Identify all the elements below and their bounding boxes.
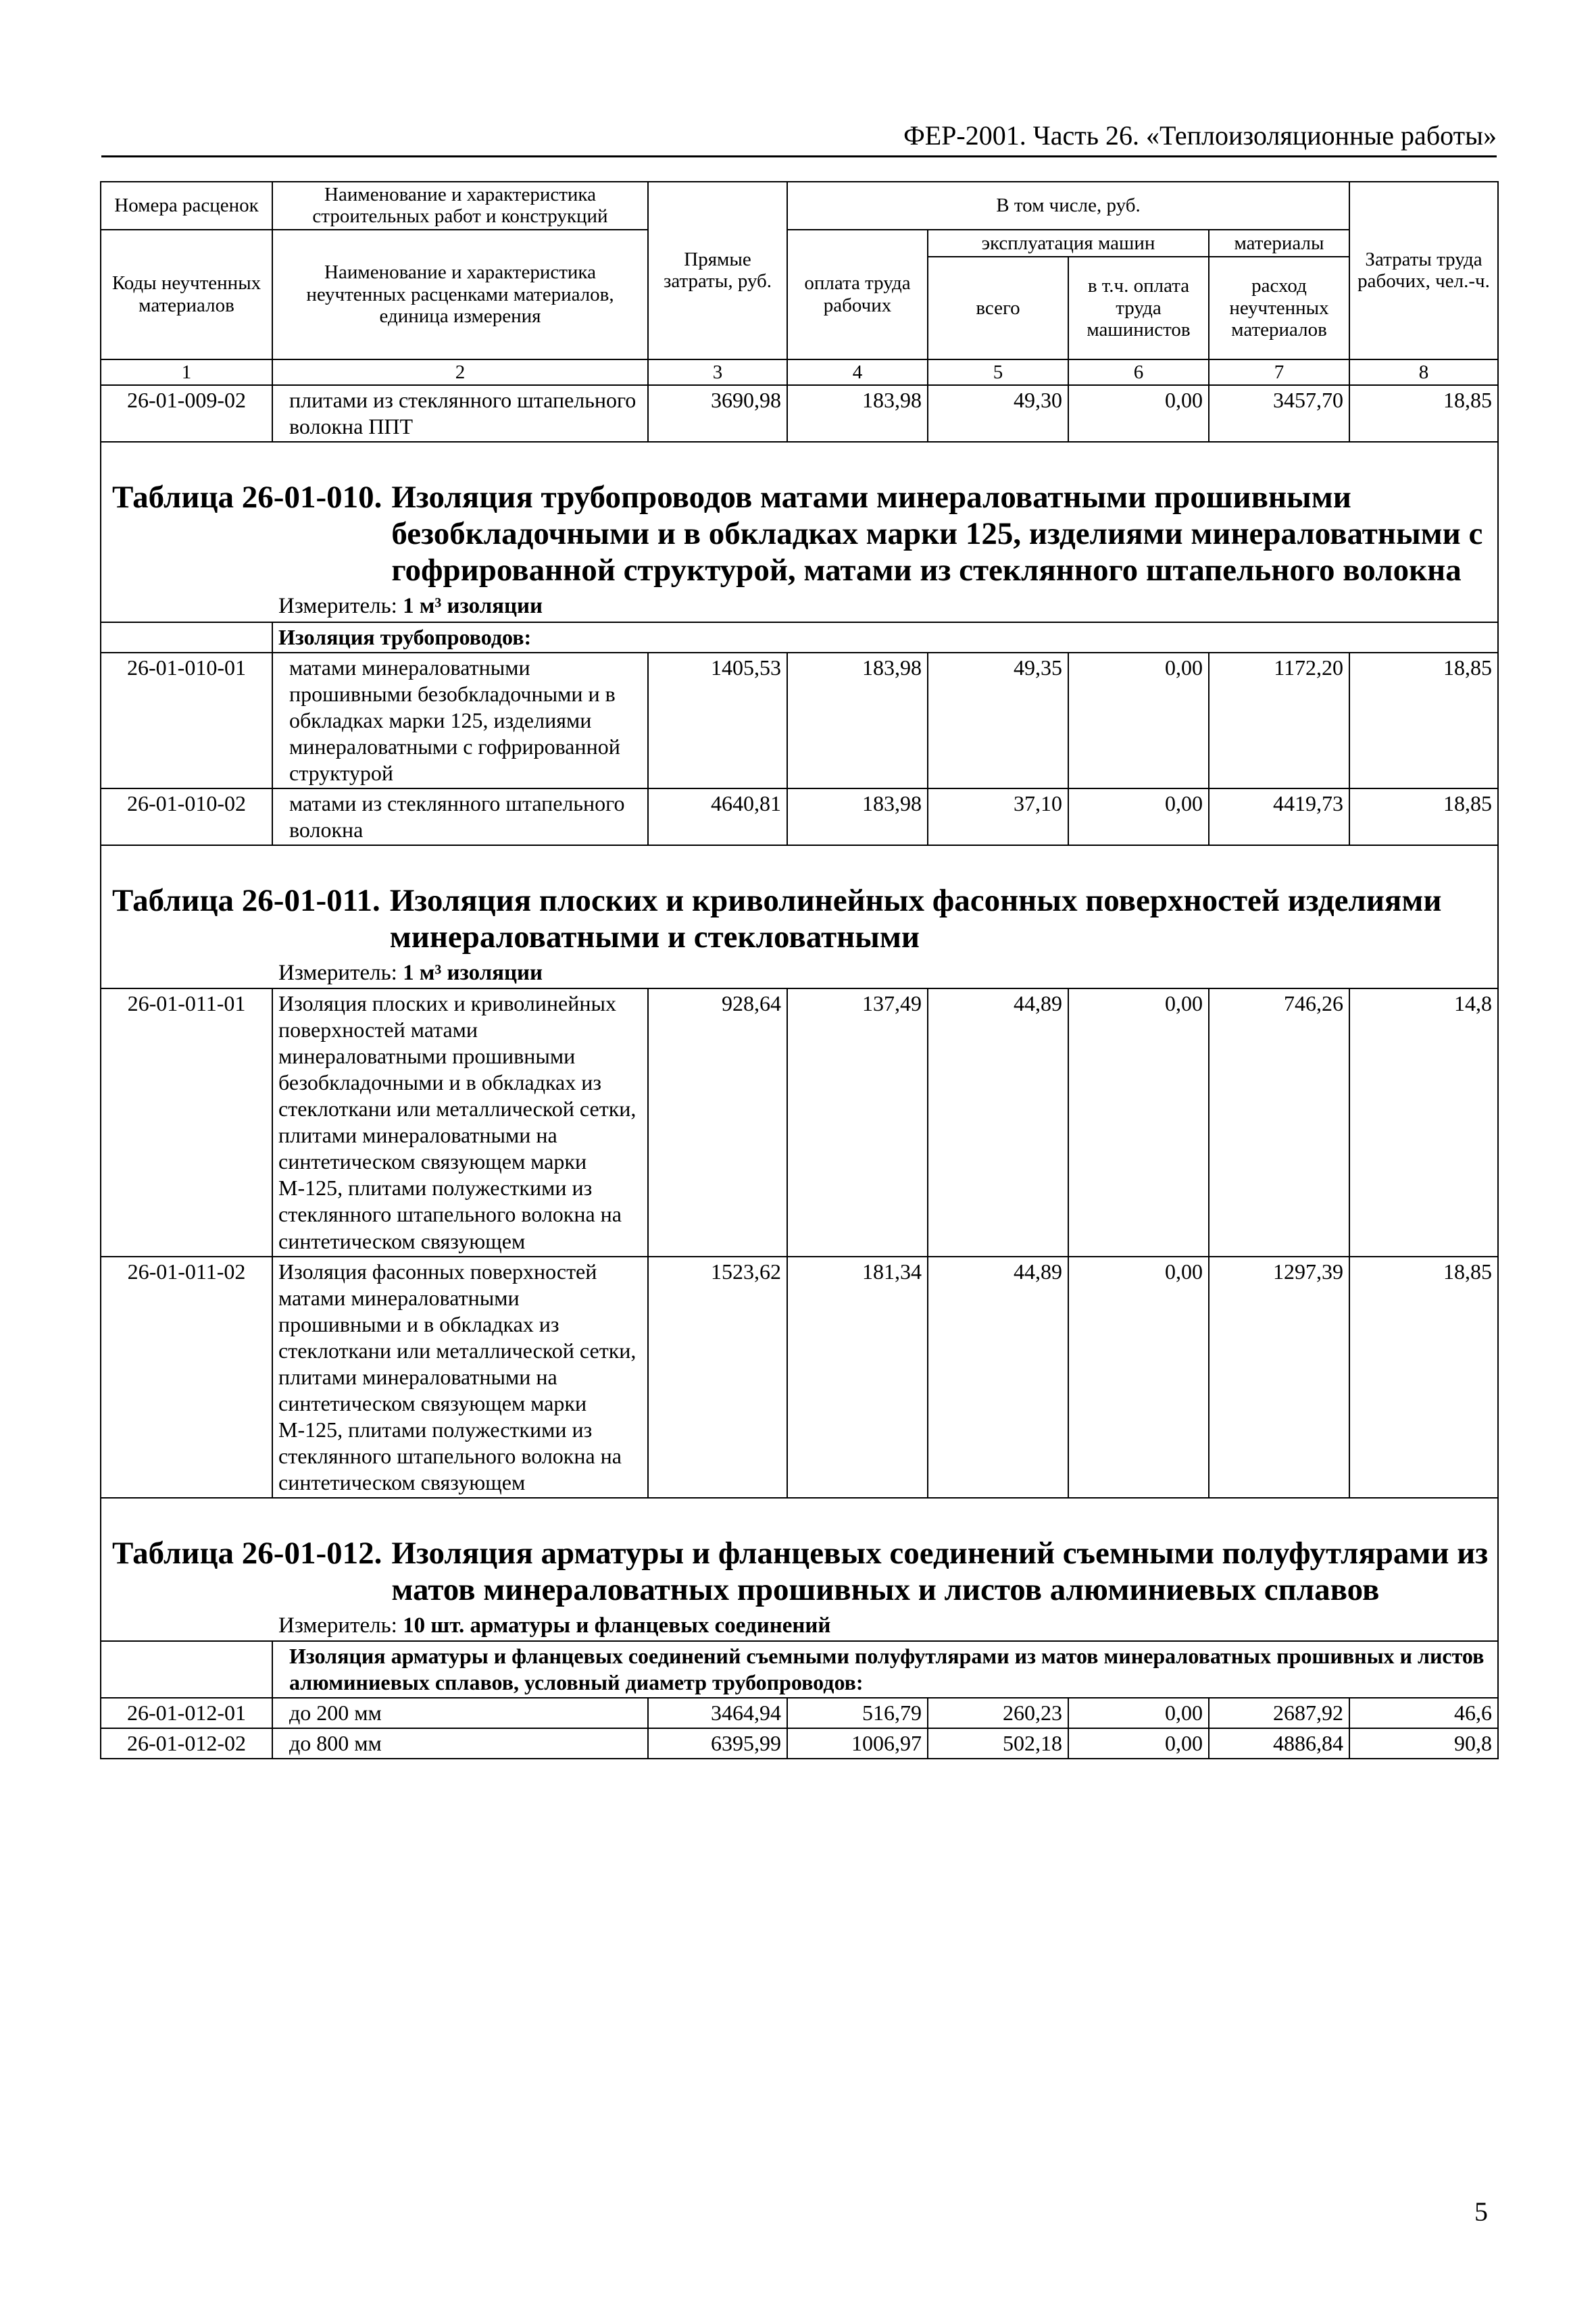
rate-code: 26-01-012-02 [101, 1728, 272, 1759]
materials-cost: 4886,84 [1209, 1728, 1349, 1759]
table-title-block [101, 1498, 1498, 1641]
direct-costs: 6395,99 [648, 1728, 787, 1759]
table-row [101, 385, 1498, 442]
materials-cost: 746,26 [1209, 988, 1349, 1256]
labor-pay: 183,98 [787, 653, 928, 788]
table-meter: Измеритель: 10 шт. арматуры и фланцевых соединений [278, 1613, 831, 1638]
rate-name: матами минераловатными прошивными безобкладочными и в обкладках марки 125, изделиями минераловатными с гофрированной структурой [272, 653, 648, 788]
materials-cost: 3457,70 [1209, 385, 1349, 442]
column-number: 8 [1349, 359, 1498, 385]
header-name-bottom: Наименование и характеристика неучтенных расценками материалов, единица измерения [272, 230, 648, 359]
labor-hours: 18,85 [1349, 788, 1498, 845]
machinists-pay: 0,00 [1068, 653, 1209, 788]
machinists-pay: 0,00 [1068, 1257, 1209, 1498]
column-number: 3 [648, 359, 787, 385]
table-label: Таблица 26-01-012. [112, 1535, 382, 1571]
machinists-pay: 0,00 [1068, 385, 1209, 442]
header-machines-total: всего [928, 257, 1068, 359]
labor-hours: 18,85 [1349, 653, 1498, 788]
machinists-pay: 0,00 [1068, 1728, 1209, 1759]
rates-table [100, 181, 1499, 1759]
table-subheader: Изоляция трубопроводов: [272, 622, 1498, 653]
table-title: Изоляция плоских и криволинейных фасонных поверхностей изделиями минераловатными и стекловатными [389, 882, 1442, 955]
header-direct: Прямые затраты, руб. [648, 182, 787, 359]
table-subheader: Изоляция арматуры и фланцевых соединений съемными полуфутлярами из матов минераловатных прошивных и листов алюминиевых сплавов, условный диаметр трубопроводов: [272, 1641, 1498, 1698]
machines-total: 44,89 [928, 1257, 1068, 1498]
column-number: 7 [1209, 359, 1349, 385]
machines-total: 502,18 [928, 1728, 1068, 1759]
column-number: 1 [101, 359, 272, 385]
direct-costs: 3464,94 [648, 1698, 787, 1728]
page-header [101, 120, 1497, 157]
table-row [101, 788, 1498, 845]
machinists-pay: 0,00 [1068, 1698, 1209, 1728]
table-row [101, 1728, 1498, 1759]
table-label: Таблица 26-01-011. [112, 882, 380, 918]
rate-code: 26-01-012-01 [101, 1698, 272, 1728]
header-labor-costs: Затраты труда рабочих, чел.-ч. [1349, 182, 1498, 359]
column-number: 5 [928, 359, 1068, 385]
header-including: В том числе, руб. [787, 182, 1349, 230]
column-number: 6 [1068, 359, 1209, 385]
rate-code: 26-01-011-01 [101, 988, 272, 1256]
machines-total: 37,10 [928, 788, 1068, 845]
header-name-top: Наименование и характеристика строительных работ и конструкций [272, 182, 648, 230]
header-labor: оплата труда рабочих [787, 230, 928, 359]
labor-hours: 90,8 [1349, 1728, 1498, 1759]
table-row [101, 653, 1498, 788]
table-title-block [101, 845, 1498, 988]
labor-pay: 516,79 [787, 1698, 928, 1728]
table-row [101, 1257, 1498, 1498]
direct-costs: 4640,81 [648, 788, 787, 845]
rate-name: матами из стеклянного штапельного волокна [272, 788, 648, 845]
rate-code: 26-01-010-01 [101, 653, 272, 788]
header-materials-unaccounted: расход неучтенных материалов [1209, 257, 1349, 359]
direct-costs: 3690,98 [648, 385, 787, 442]
column-number: 4 [787, 359, 928, 385]
header-machines: эксплуатация машин [928, 230, 1209, 257]
machinists-pay: 0,00 [1068, 988, 1209, 1256]
rate-name: Изоляция фасонных поверхностей матами минераловатными прошивными и в обкладках из стеклоткани или металлической сетки, плитами минераловатными на синтетическом связующем марки М-125, плитами полужесткими из стеклянного штапельного волокна на синтетическом связующем [272, 1257, 648, 1498]
column-number: 2 [272, 359, 648, 385]
rate-code: 26-01-010-02 [101, 788, 272, 845]
machines-total: 49,30 [928, 385, 1068, 442]
page-number: 5 [1474, 2196, 1488, 2227]
header-code-bottom: Коды неучтенных материалов [101, 230, 272, 359]
labor-pay: 183,98 [787, 385, 928, 442]
header-machinists: в т.ч. оплата труда машинистов [1068, 257, 1209, 359]
header-code-top: Номера расценок [101, 182, 272, 230]
rate-code: 26-01-009-02 [101, 385, 272, 442]
labor-hours: 18,85 [1349, 1257, 1498, 1498]
labor-pay: 1006,97 [787, 1728, 928, 1759]
labor-hours: 18,85 [1349, 385, 1498, 442]
table-title: Изоляция трубопроводов матами минераловатными прошивными безобкладочными и в обкладках марки 125, изделиями минераловатными с гофрированной структурой, матами из стеклянного штапельного волокна [391, 480, 1483, 588]
rate-name: до 200 мм [272, 1698, 648, 1728]
direct-costs: 1523,62 [648, 1257, 787, 1498]
rate-code: 26-01-011-02 [101, 1257, 272, 1498]
page-header-title: ФЕР-2001. Часть 26. «Теплоизоляционные работы» [903, 120, 1497, 151]
header-materials: материалы [1209, 230, 1349, 257]
table-meter: Измеритель: 1 м³ изоляции [278, 960, 543, 985]
table-row [101, 988, 1498, 1256]
machines-total: 49,35 [928, 653, 1068, 788]
labor-pay: 181,34 [787, 1257, 928, 1498]
rate-name: Изоляция плоских и криволинейных поверхностей матами минераловатными прошивными безобкладочными и в обкладках из стеклоткани или металлической сетки, плитами минераловатными на синтетическом связующем марки М-125, плитами полужесткими из стеклянного штапельного волокна на синтетическом связующем [272, 988, 648, 1256]
materials-cost: 2687,92 [1209, 1698, 1349, 1728]
labor-pay: 137,49 [787, 988, 928, 1256]
machines-total: 260,23 [928, 1698, 1068, 1728]
rate-name: до 800 мм [272, 1728, 648, 1759]
labor-pay: 183,98 [787, 788, 928, 845]
materials-cost: 1297,39 [1209, 1257, 1349, 1498]
rate-name: плитами из стеклянного штапельного волокна ППТ [272, 385, 648, 442]
labor-hours: 14,8 [1349, 988, 1498, 1256]
direct-costs: 1405,53 [648, 653, 787, 788]
table-title: Изоляция арматуры и фланцевых соединений съемными полуфутлярами из матов минераловатных прошивных и листов алюминиевых сплавов [391, 1535, 1489, 1607]
table-row [101, 1698, 1498, 1728]
direct-costs: 928,64 [648, 988, 787, 1256]
materials-cost: 4419,73 [1209, 788, 1349, 845]
machinists-pay: 0,00 [1068, 788, 1209, 845]
table-title-block [101, 442, 1498, 622]
table-meter: Измеритель: 1 м³ изоляции [278, 594, 543, 619]
materials-cost: 1172,20 [1209, 653, 1349, 788]
machines-total: 44,89 [928, 988, 1068, 1256]
labor-hours: 46,6 [1349, 1698, 1498, 1728]
table-label: Таблица 26-01-010. [112, 480, 382, 515]
